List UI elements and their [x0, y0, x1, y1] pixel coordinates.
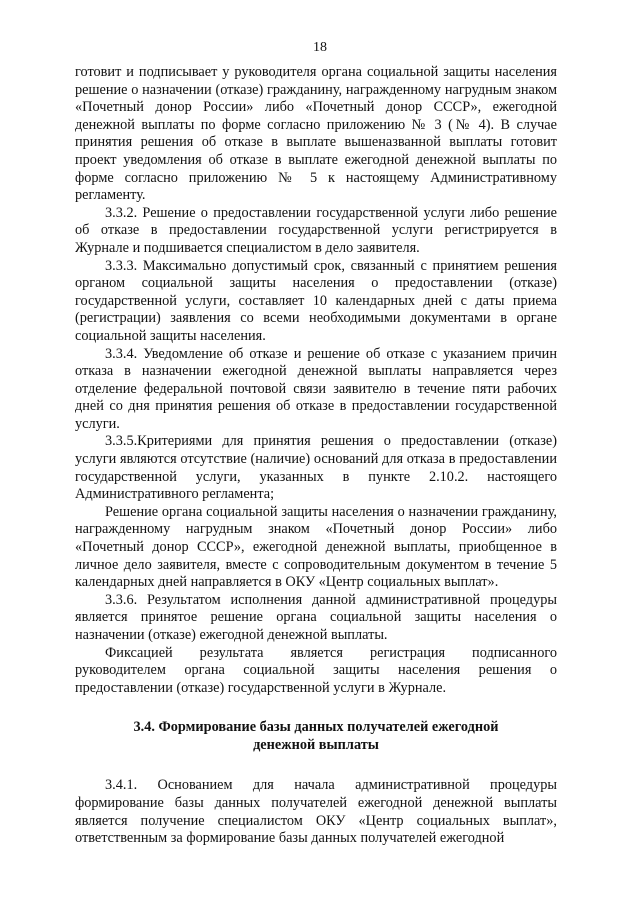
section-heading-line2: денежной выплаты	[253, 737, 379, 754]
paragraph-3-3-6: 3.3.6. Результатом исполнения данной административной процедуры является принятое решение органа социальной защиты населения о назначении (отказе) ежегодной денежной выплаты.	[75, 591, 557, 643]
paragraph-continuation: готовит и подписывает у руководителя органа социальной защиты населения решение о назначении (отказе) гражданину, награжденному нагрудным знаком «Почетный донор России» либо «Почетный донор СССР», ежегодной денежной выплаты по форме согласно приложению № 3 (№ 4). В случае принятия решения об отказе в выплате вышеназванной выплаты готовит проект уведомления об отказе в выплате ежегодной денежной выплаты по форме согласно приложению № 5 к настоящему Административному регламенту.	[75, 64, 557, 204]
paragraph-3-3-5: 3.3.5.Критериями для принятия решения о предоставлении (отказе) услуги являются отсутствие (наличие) оснований для отказа в предоставлении государственной услуги, указанных в пункте 2.10.2. настоящего Административного регламента;	[75, 433, 557, 503]
page-number: 18	[313, 40, 327, 55]
paragraph-3-3-2: 3.3.2. Решение о предоставлении государственной услуги либо решение об отказе в предоставлении государственной услуги регистрируется в Журнале и подшивается специалистом в дело заявителя.	[75, 204, 557, 256]
paragraph-decision: Решение органа социальной защиты населения о назначении гражданину, награжденному нагрудным знаком «Почетный донор России» либо «Почетный донор СССР», ежегодной денежной выплаты, приобщенное в личное дело заявителя, вместе с сопроводительным документом в течение 5 календарных дней направляется в ОКУ «Центр социальных выплат».	[75, 503, 557, 591]
paragraph-fixation: Фиксацией результата является регистрация подписанного руководителем органа социальной защиты населения решения о предоставлении (отказе) государственной услуги в Журнале.	[75, 644, 557, 696]
section-heading	[75, 718, 557, 754]
document-body	[75, 64, 557, 848]
paragraph-3-3-4: 3.3.4. Уведомление об отказе и решение об отказе с указанием причин отказа в назначении ежегодной денежной выплаты направляется через отделение федеральной почтовой связи заявителю в течение пяти рабочих дней со дня принятия решения об отказе в предоставлении государственной услуги.	[75, 345, 557, 432]
section-heading-line1: 3.4. Формирование базы данных получателей ежегодной	[133, 719, 499, 736]
paragraph-3-4-1: 3.4.1. Основанием для начала административной процедуры формирование базы данных получателей ежегодной денежной выплаты является получение специалистом ОКУ «Центр социальных выплат», ответственным за формирование базы данных получателей ежегодной	[75, 777, 557, 847]
paragraph-3-3-3: 3.3.3. Максимально допустимый срок, связанный с принятием решения органом социальной защиты населения о предоставлении (отказе) государственной услуги, составляет 10 календарных дней с даты приема (регистрации) заявления со всеми необходимыми документами в органе социальной защиты населения.	[75, 257, 557, 344]
